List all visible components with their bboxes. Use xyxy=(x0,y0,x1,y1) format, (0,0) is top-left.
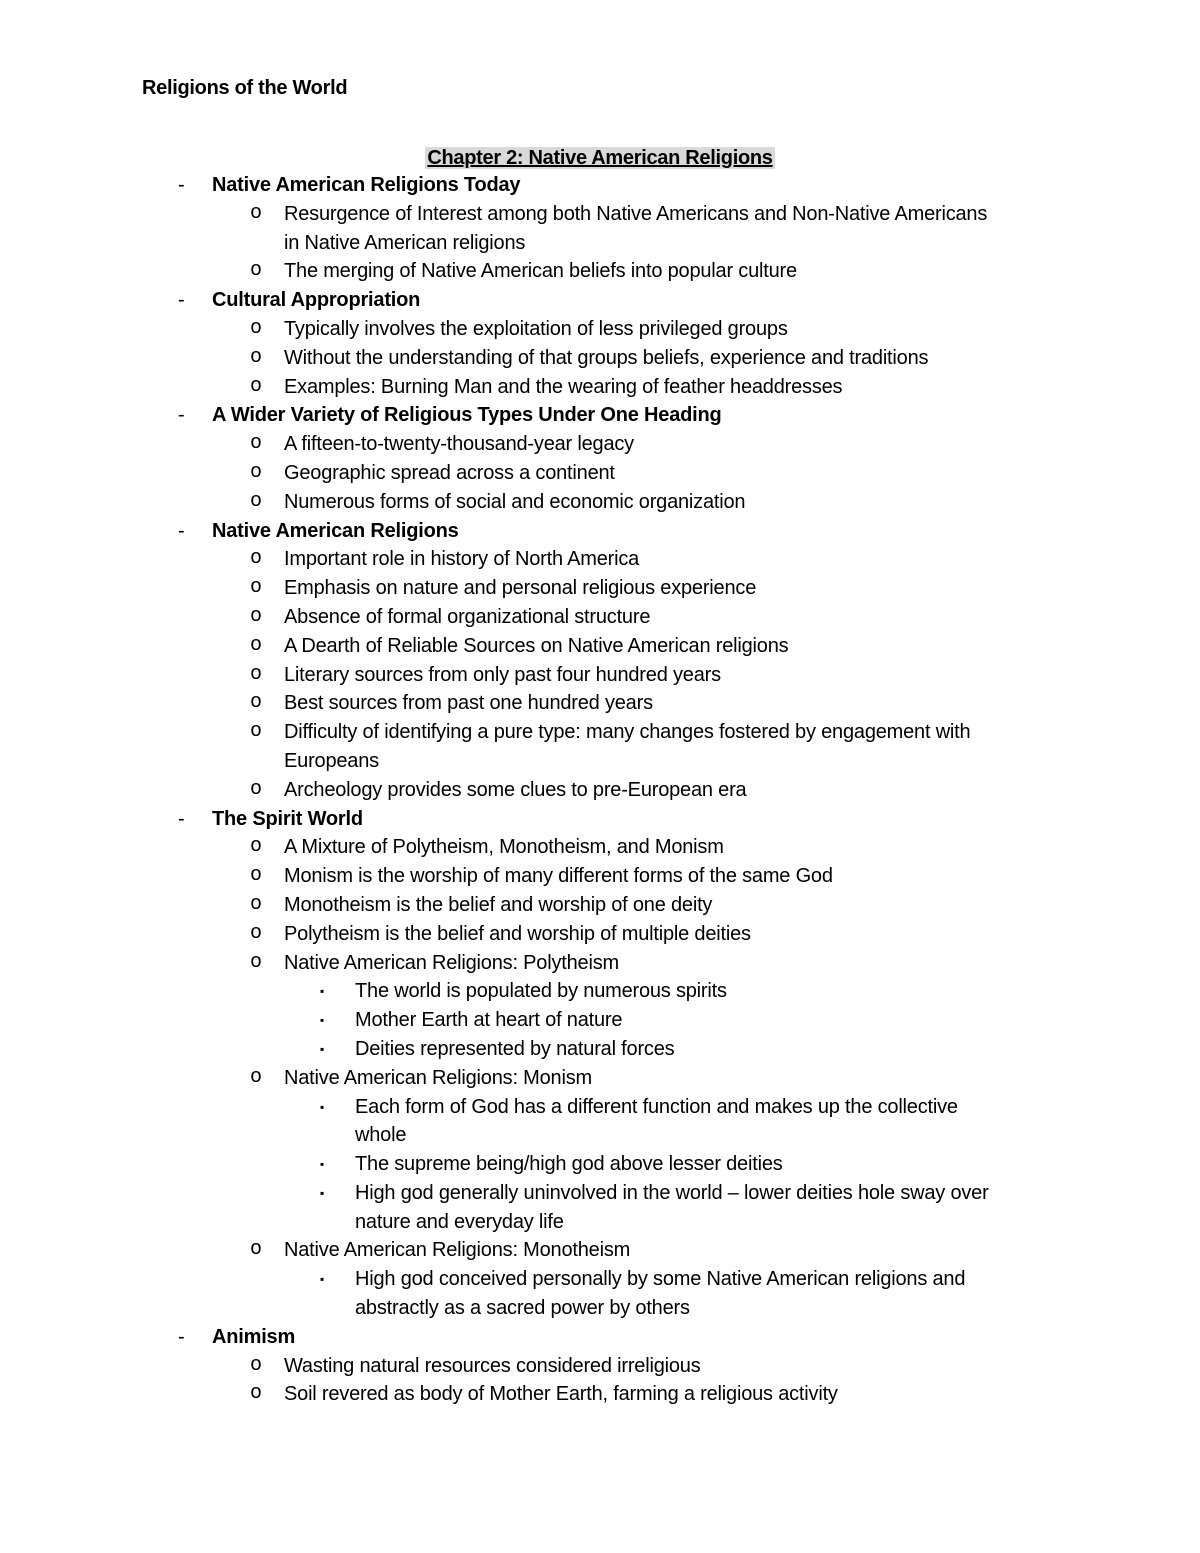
circle-bullet-icon: o xyxy=(250,316,262,340)
line-text: Europeans xyxy=(284,749,379,772)
list-item xyxy=(0,661,1200,690)
list-item xyxy=(0,833,1200,862)
circle-bullet-icon: o xyxy=(250,921,262,945)
dash-bullet-icon: - xyxy=(178,404,185,427)
line-text: Deities represented by natural forces xyxy=(355,1037,675,1060)
dash-bullet-icon: - xyxy=(178,174,185,196)
list-item xyxy=(0,488,1200,517)
line-text: A Mixture of Polytheism, Monotheism, and Monism xyxy=(284,836,724,859)
line-text: A fifteen-to-twenty-thousand-year legacy xyxy=(284,433,634,456)
line-text: Native American Religions: Monotheism xyxy=(284,1239,631,1262)
sub-list-item xyxy=(0,1035,1200,1064)
list-item xyxy=(0,1064,1200,1093)
line-text: Monotheism is the belief and worship of one deity xyxy=(284,893,713,916)
list-item xyxy=(0,545,1200,574)
line-text: Cultural Appropriation xyxy=(212,289,421,312)
circle-bullet-icon: o xyxy=(250,720,262,744)
square-bullet-icon: ▪ xyxy=(320,984,325,999)
dash-bullet-icon: - xyxy=(178,807,185,830)
chapter-title: Chapter 2: Native American Religions xyxy=(427,147,773,169)
circle-bullet-icon: o xyxy=(250,374,262,398)
line-text: Each form of God has a different function and makes up the collective xyxy=(355,1095,958,1118)
document-title: Religions of the World xyxy=(142,77,348,99)
list-item xyxy=(0,689,1200,718)
list-item xyxy=(0,603,1200,632)
section-heading xyxy=(0,517,1200,546)
line-text: Resurgence of Interest among both Native Americans and Non-Native Americans xyxy=(284,202,988,225)
line-text: Mother Earth at heart of nature xyxy=(355,1009,623,1032)
line-text: Important role in history of North America xyxy=(284,548,640,571)
list-item xyxy=(0,344,1200,373)
circle-bullet-icon: o xyxy=(250,662,262,686)
section-heading xyxy=(0,401,1200,430)
square-bullet-icon: ▪ xyxy=(320,1099,325,1114)
list-item xyxy=(0,632,1200,661)
list-item xyxy=(0,257,1200,286)
list-item xyxy=(0,776,1200,805)
line-text: The world is populated by numerous spirits xyxy=(355,980,727,1003)
line-text: Monism is the worship of many different forms of the same God xyxy=(284,865,833,888)
circle-bullet-icon: o xyxy=(250,259,262,283)
line-text: High god generally uninvolved in the world – lower deities hole sway over xyxy=(355,1181,989,1204)
circle-bullet-icon: o xyxy=(250,633,262,657)
line-text: Polytheism is the belief and worship of multiple deities xyxy=(284,922,751,945)
notes-outline xyxy=(0,171,1200,1409)
line-text: Wasting natural resources considered irreligious xyxy=(284,1354,701,1377)
line-text: The Spirit World xyxy=(212,807,363,830)
list-item xyxy=(0,200,1200,258)
list-item xyxy=(0,1236,1200,1265)
circle-bullet-icon: o xyxy=(250,201,262,225)
circle-bullet-icon: o xyxy=(250,547,262,571)
sub-list-item xyxy=(0,1179,1200,1237)
sub-list-item xyxy=(0,977,1200,1006)
line-text: Native American Religions: Monism xyxy=(284,1066,592,1089)
section-heading xyxy=(0,286,1200,315)
line-text: Best sources from past one hundred years xyxy=(284,692,653,715)
section-heading xyxy=(0,805,1200,834)
line-text: Native American Religions Today xyxy=(212,174,521,196)
list-item xyxy=(0,1352,1200,1381)
circle-bullet-icon: o xyxy=(250,432,262,456)
circle-bullet-icon: o xyxy=(250,835,262,859)
line-text: Soil revered as body of Mother Earth, farming a religious activity xyxy=(284,1383,838,1406)
list-item xyxy=(0,718,1200,776)
line-text: Examples: Burning Man and the wearing of feather headdresses xyxy=(284,375,843,398)
circle-bullet-icon: o xyxy=(250,604,262,628)
circle-bullet-icon: o xyxy=(250,576,262,600)
dash-bullet-icon: - xyxy=(178,289,185,312)
circle-bullet-icon: o xyxy=(250,691,262,715)
list-item xyxy=(0,459,1200,488)
circle-bullet-icon: o xyxy=(250,892,262,916)
line-text: Difficulty of identifying a pure type: many changes fostered by engagement with xyxy=(284,721,971,744)
line-text: nature and everyday life xyxy=(355,1210,564,1233)
line-text: whole xyxy=(355,1124,407,1147)
list-item xyxy=(0,862,1200,891)
list-item xyxy=(0,430,1200,459)
sub-list-item xyxy=(0,1265,1200,1323)
line-text: A Wider Variety of Religious Types Under One Heading xyxy=(212,404,722,427)
dash-bullet-icon: - xyxy=(178,519,185,542)
line-text: The merging of Native American beliefs into popular culture xyxy=(284,260,797,283)
section-heading xyxy=(0,1323,1200,1352)
line-text: Without the understanding of that groups beliefs, experience and traditions xyxy=(284,346,929,369)
list-item xyxy=(0,373,1200,402)
circle-bullet-icon: o xyxy=(250,864,262,888)
line-text: in Native American religions xyxy=(284,231,526,254)
square-bullet-icon: ▪ xyxy=(320,1272,325,1287)
circle-bullet-icon: o xyxy=(250,777,262,801)
dash-bullet-icon: - xyxy=(178,1325,185,1348)
circle-bullet-icon: o xyxy=(250,950,262,974)
list-item xyxy=(0,920,1200,949)
circle-bullet-icon: o xyxy=(250,345,262,369)
square-bullet-icon: ▪ xyxy=(320,1041,325,1056)
line-text: Absence of formal organizational structure xyxy=(284,605,651,628)
circle-bullet-icon: o xyxy=(250,1065,262,1089)
square-bullet-icon: ▪ xyxy=(320,1013,325,1028)
section-heading xyxy=(0,171,1200,200)
circle-bullet-icon: o xyxy=(250,489,262,513)
line-text: Emphasis on nature and personal religious experience xyxy=(284,577,757,600)
line-text: The supreme being/high god above lesser deities xyxy=(355,1153,783,1176)
list-item xyxy=(0,949,1200,978)
list-item xyxy=(0,1380,1200,1409)
circle-bullet-icon: o xyxy=(250,1353,262,1377)
line-text: High god conceived personally by some Native American religions and xyxy=(355,1268,966,1291)
line-text: A Dearth of Reliable Sources on Native American religions xyxy=(284,634,789,657)
square-bullet-icon: ▪ xyxy=(320,1157,325,1172)
sub-list-item xyxy=(0,1006,1200,1035)
line-text: Native American Religions xyxy=(212,519,459,542)
line-text: abstractly as a sacred power by others xyxy=(355,1297,690,1320)
circle-bullet-icon: o xyxy=(250,1238,262,1262)
line-text: Typically involves the exploitation of less privileged groups xyxy=(284,317,788,340)
circle-bullet-icon: o xyxy=(250,460,262,484)
line-text: Archeology provides some clues to pre-European era xyxy=(284,778,747,801)
line-text: Numerous forms of social and economic organization xyxy=(284,490,746,513)
square-bullet-icon: ▪ xyxy=(320,1185,325,1200)
chapter-heading xyxy=(0,144,1200,174)
list-item xyxy=(0,891,1200,920)
list-item xyxy=(0,574,1200,603)
line-text: Native American Religions: Polytheism xyxy=(284,951,619,974)
sub-list-item xyxy=(0,1093,1200,1151)
line-text: Literary sources from only past four hundred years xyxy=(284,663,721,686)
sub-list-item xyxy=(0,1150,1200,1179)
list-item xyxy=(0,315,1200,344)
line-text: Geographic spread across a continent xyxy=(284,461,615,484)
line-text: Animism xyxy=(212,1325,296,1348)
circle-bullet-icon: o xyxy=(250,1382,262,1406)
